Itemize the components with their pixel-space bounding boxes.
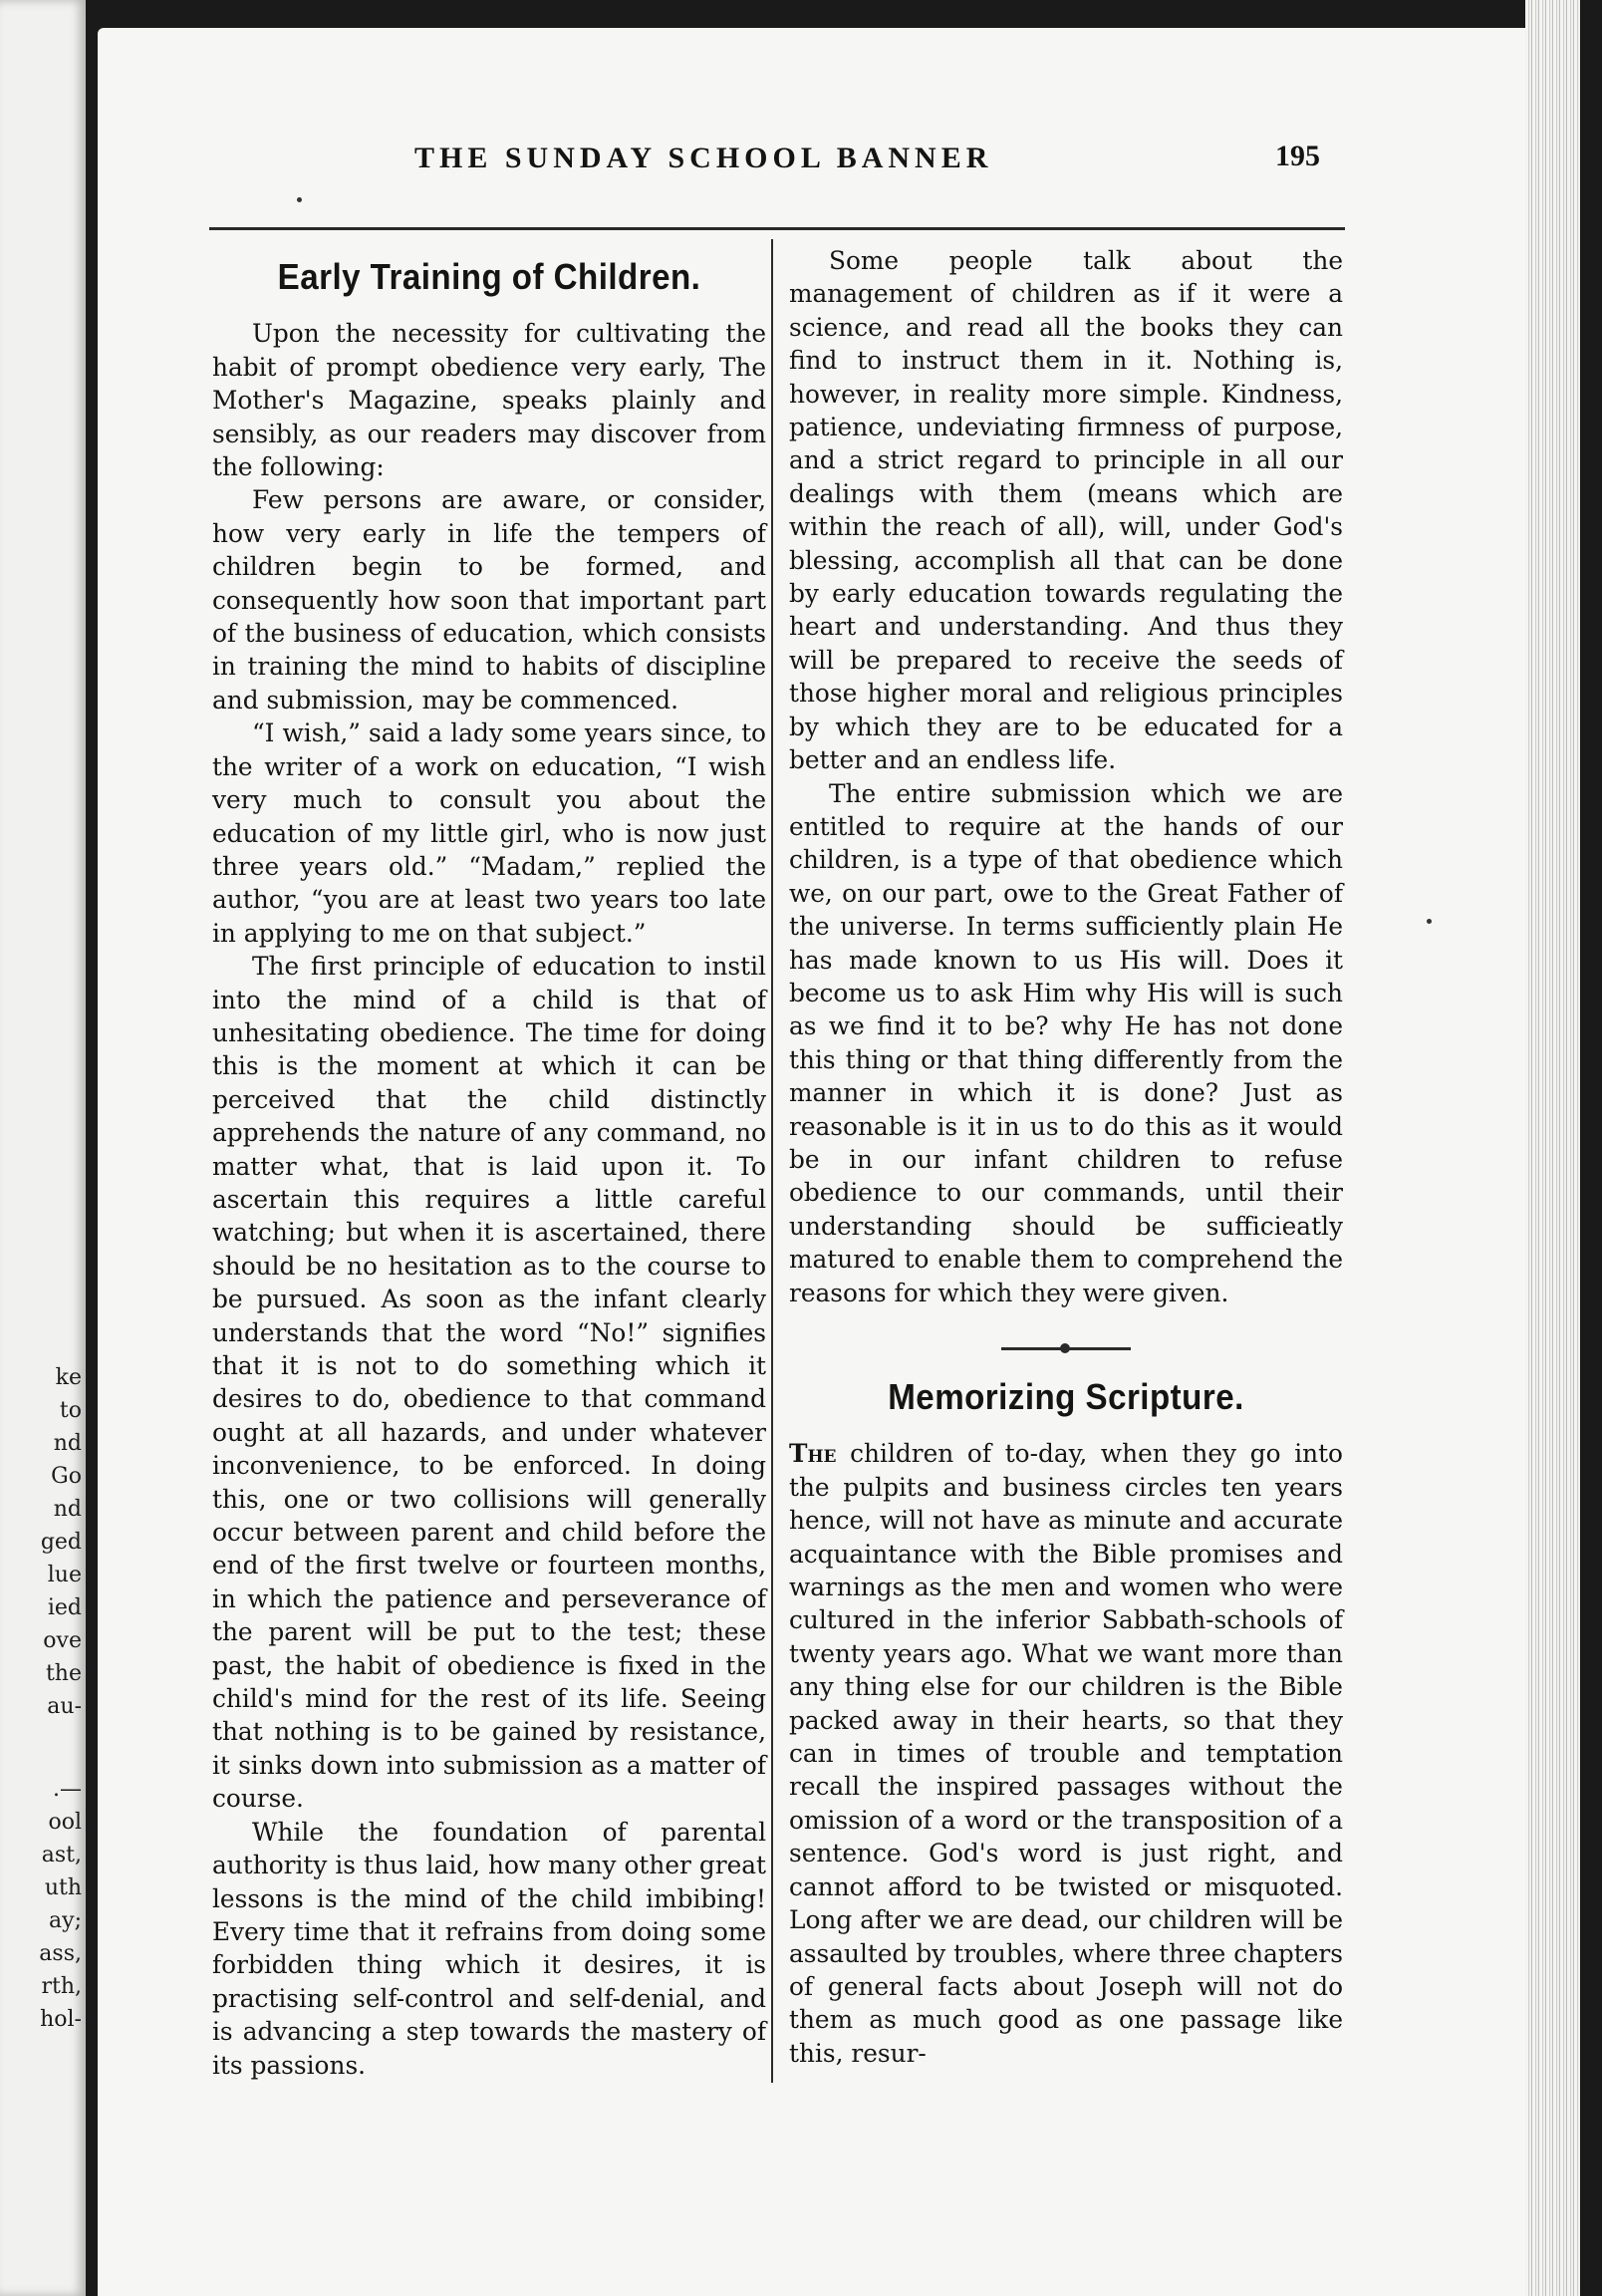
article-paragraph: The first principle of education to instil into the mind of a child is that of unhesitating obedience. The time for doing this is the moment at which it can be perceived that the child distinctly apprehends the nature of any command, no matter what, that is laid upon it. To ascertain this requires a little careful watching; but when it is ascertained, there should be no hesitation as to the course to be pursued. As soon as the infant clearly understands that the word “No!” signifies that it is not to do something which it desires to do, obedience to that command ought at all hazards, and under whatever inconvenience, to be enforced. In doing this, one or two collisions will generally occur between parent and child before the end of the first twelve or fourteen months, in which the patience and perseverance of the parent will be put to the test; these past, the habit of obedience is fixed in the child's mind for the rest of its life. Seeing that nothing is to be gained by resistance, it sinks down into submission as a matter of course. (212, 952, 766, 1814)
article-heading: Early Training of Children. (277, 256, 701, 297)
margin-fragment: hol- (40, 2007, 82, 2032)
header-rule (209, 227, 1345, 230)
article-paragraph: While the foundation of parental authority is thus laid, how many other great lessons is the mind of the child imbibing! Every time that it refrains from doing some forbidden thing which it desires, it is practising self-control and self-denial, and is advancing a step towards the mastery of its passions. (212, 1817, 766, 2080)
margin-fragment: uth (44, 1875, 82, 1900)
margin-fragment: nd (53, 1431, 82, 1456)
margin-fragment: ove (43, 1628, 82, 1653)
article-paragraph: Few persons are aware, or consider, how very early in life the tempers of children begin to be formed, and consequently how soon that important part of the business of education, which consists in training the mind to habits of discipline and submission, may be commenced. (212, 485, 766, 715)
page-edge-strips (1525, 0, 1580, 2296)
margin-fragment: ass, (39, 1941, 82, 1966)
paragraph-text: children of to-day, when they go into the pulpits and business circles ten years hence, will not have as minute and accurate acquaintance with the Bible promises and warnings as the men and women who were cultured in the inferior Sabbath-schools of twenty years ago. What we want more than any thing else for our children is the Bible packed away in their hearts, so that they can in times of trouble and temptation recall the inspired passages without the omission of a word or the transposition of a sentence. God's word is just right, and cannot afford to be twisted or misquoted. Long after we are dead, our children will be assaulted by troubles, where three chapters of general facts about Joseph will not do them as much good as one passage like this, resur- (789, 1439, 1343, 2068)
margin-fragment: to (59, 1398, 82, 1423)
margin-fragment: ke (55, 1365, 82, 1390)
margin-fragment: ast, (41, 1843, 82, 1867)
margin-fragment: lue (47, 1563, 82, 1587)
article-paragraph (789, 1437, 1343, 2070)
article-paragraph: “I wish,” said a lady some years since, to the writer of a work on education, “I wish very much to consult you about the education of my little girl, who is now just three years old.” “Madam,” replied the author, “you are at least two years too late in applying to me on that subject.” (212, 718, 766, 948)
margin-fragment: rth, (41, 1974, 82, 1999)
left-column (212, 244, 766, 2082)
margin-fragment: ied (47, 1595, 82, 1620)
section-ornament (1001, 1347, 1131, 1350)
margin-fragment: ged (40, 1530, 82, 1555)
column-rule (771, 239, 773, 2083)
margin-fragment: Go (51, 1464, 82, 1489)
article-heading: Memorizing Scripture. (888, 1376, 1244, 1417)
article-paragraph: Upon the necessity for cultivating the habit of prompt obedience very early, The Mother's Magazine, speaks plainly and sensibly, as our readers may discover from the following: (212, 319, 766, 482)
page-number: 195 (1275, 140, 1320, 172)
right-column (789, 244, 1343, 2070)
speck (1427, 919, 1432, 924)
facing-page-edge (0, 0, 86, 2296)
running-header (319, 126, 1335, 175)
running-title: THE SUNDAY SCHOOL BANNER (414, 142, 993, 174)
article-paragraph: The entire submission which we are entitled to require at the hands of our children, is a type of that obedience which we, on our part, owe to the Great Father of the universe. In terms sufficiently plain He has made known to us His will. Does it become us to ask Him why His will is such as we find it to be? why He has not done this thing or that thing differently from the manner in which it is done? Just as reasonable is it in us to do this as it would be in our infant children to refuse obedience to our commands, until their understanding should be sufficieatly matured to enable them to comprehend the reasons for which they were given. (789, 778, 1343, 1307)
margin-fragment: the (45, 1661, 82, 1686)
speck (297, 197, 302, 202)
article-paragraph: Some people talk about the management of children as if it were a science, and read all the books they can find to instruct them in it. Nothing is, however, in reality more simple. Kindness, patience, undeviating firmness of purpose, and a strict regard to principle in all our dealings with them (means which are within the reach of all), will, under God's blessing, accomplish all that can be done by early education towards regulating the heart and understanding. And thus they will be prepared to receive the seeds of those higher moral and religious principles by which they are to be educated for a better and an endless life. (789, 246, 1343, 775)
margin-fragment: .— (53, 1777, 82, 1802)
margin-fragment: ay; (49, 1908, 82, 1933)
margin-fragment: nd (53, 1497, 82, 1522)
lead-word: The (789, 1439, 837, 1469)
margin-fragment: ool (48, 1810, 82, 1835)
margin-fragment: au- (47, 1694, 82, 1719)
